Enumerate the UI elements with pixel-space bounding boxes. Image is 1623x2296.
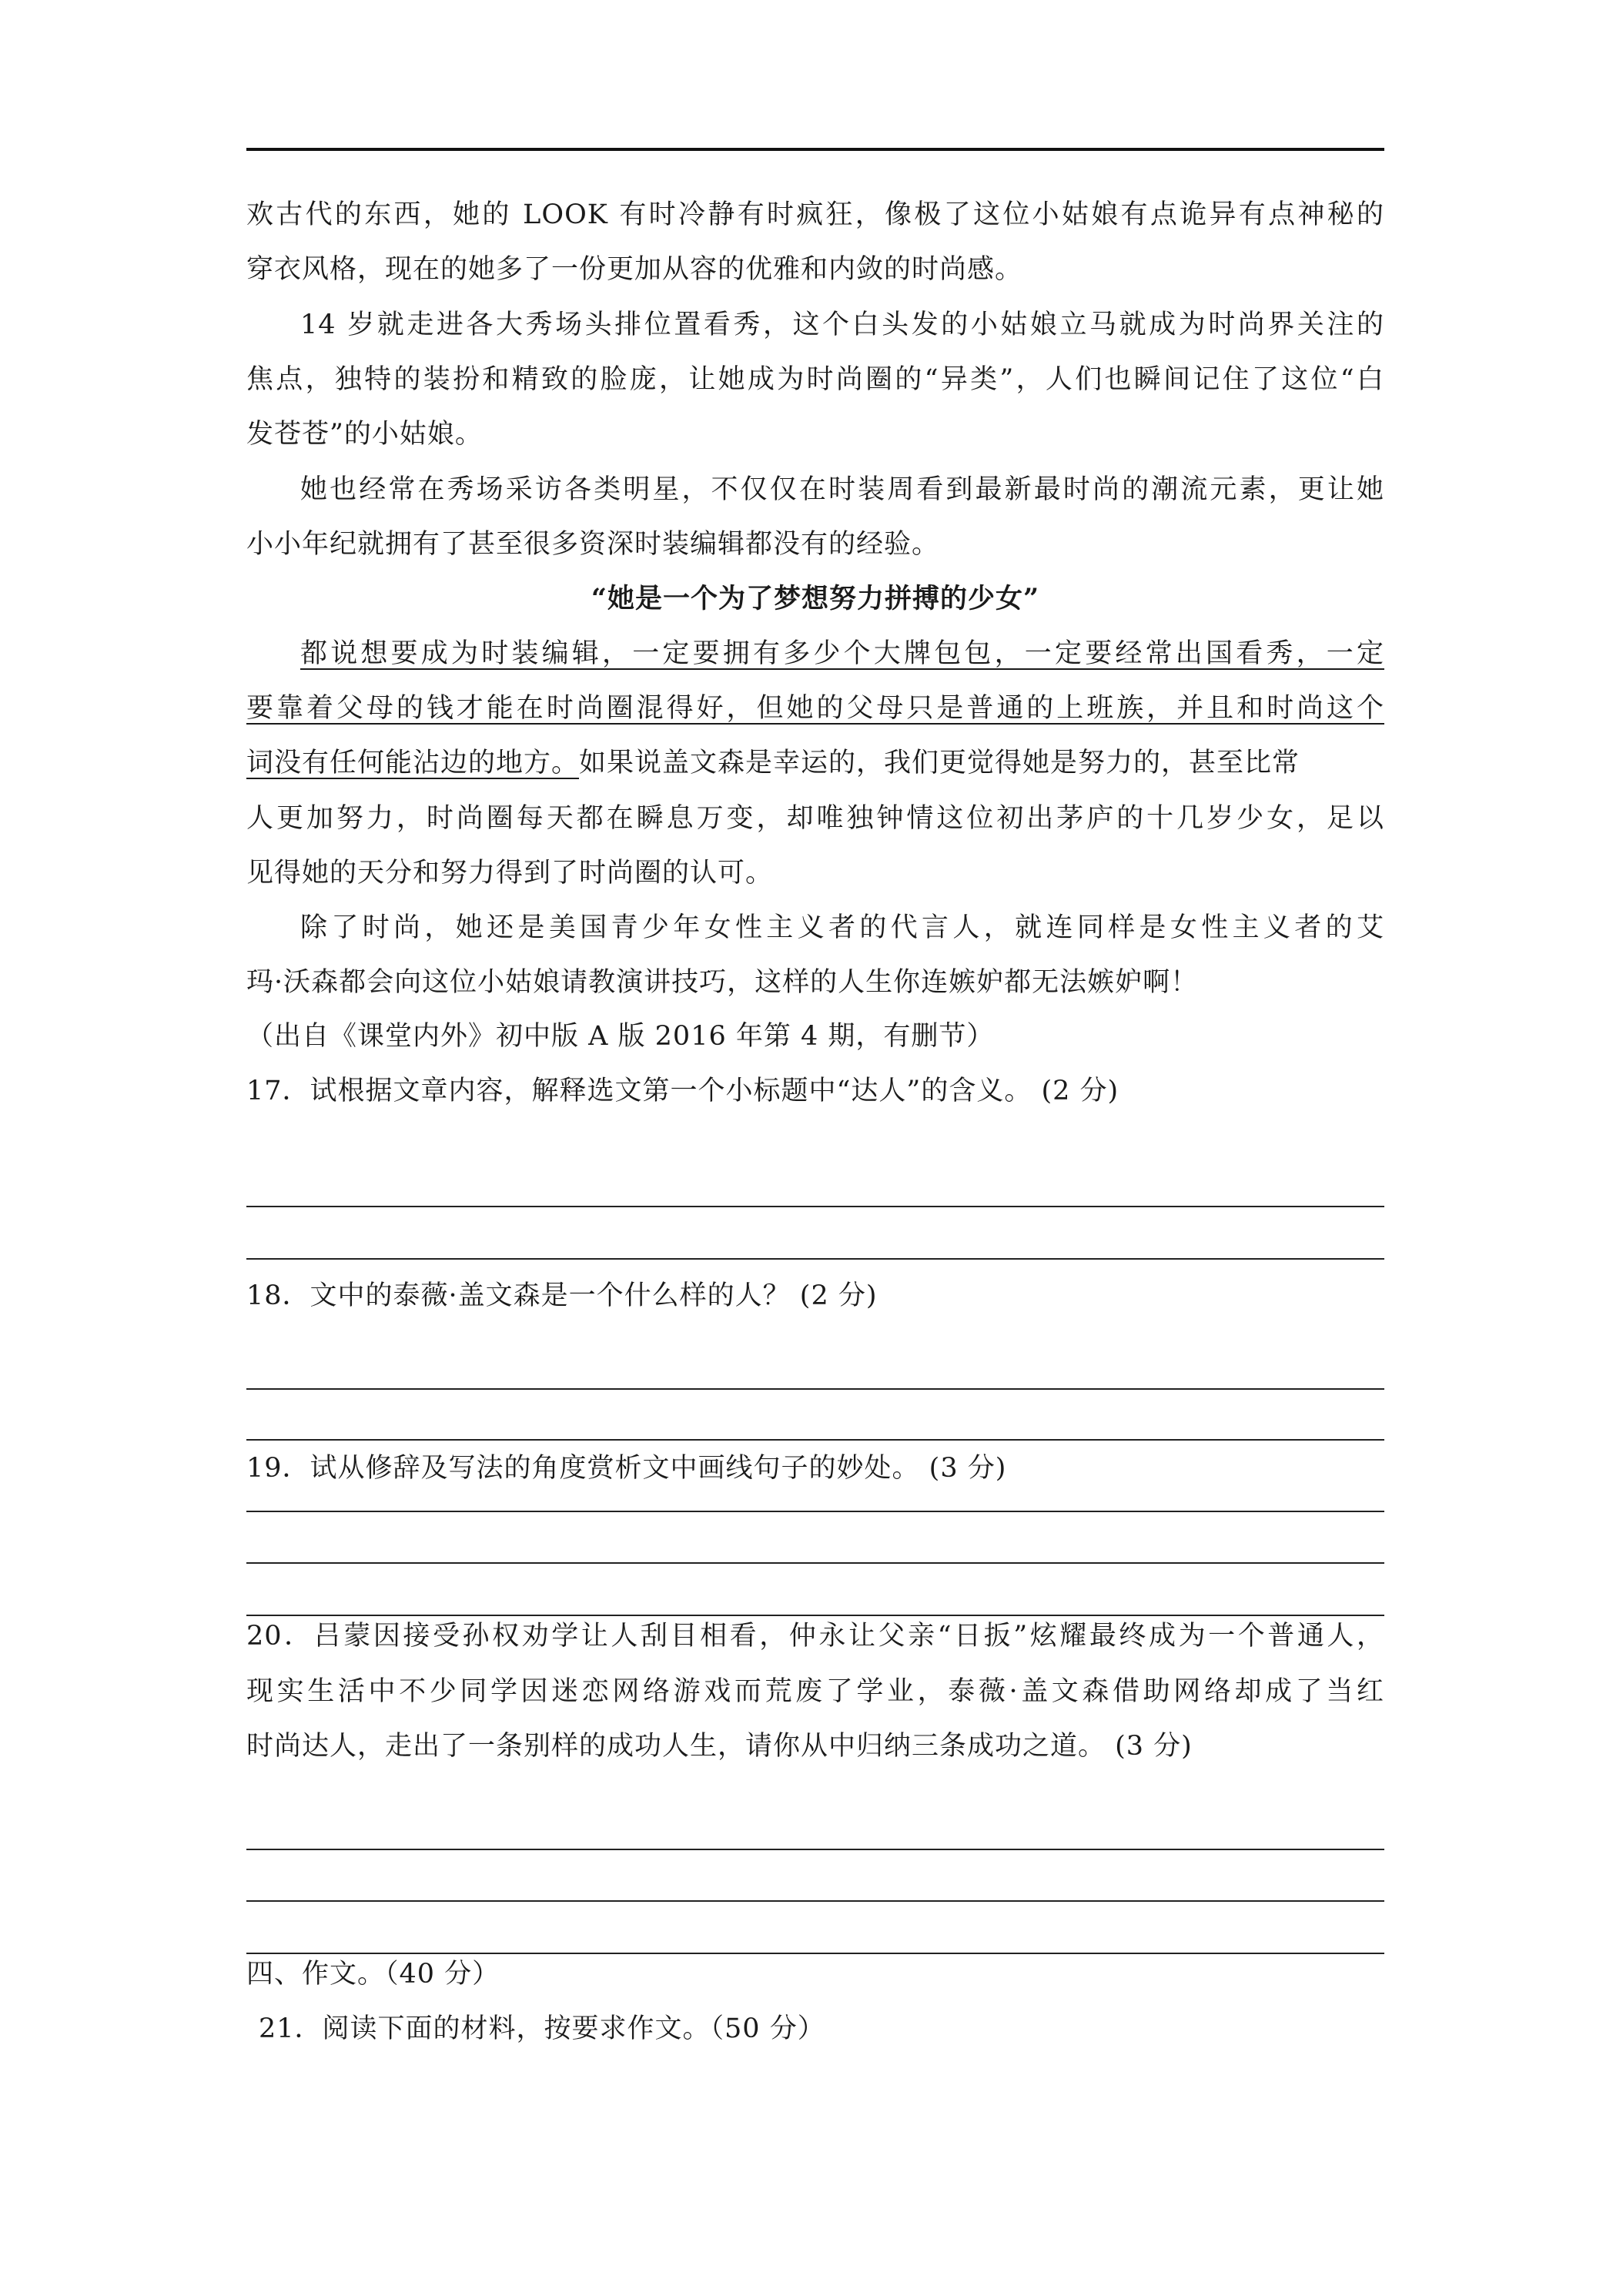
passage-line: 小小年纪就拥有了甚至很多资深时装编辑都没有的经验。 [246, 529, 940, 560]
passage-text: 如果说盖文森是幸运的，我们更觉得她是努力的，甚至比常 [579, 748, 1300, 778]
source-citation: （出自《课堂内外》初中版 A 版 2016 年第 4 期，有删节） [246, 1021, 995, 1052]
answer-line[interactable] [246, 1206, 1384, 1207]
underlined-sentence-line: 要靠着父母的钱才能在时尚圈混得好，但她的父母只是普通的上班族，并且和时尚这个 [246, 693, 1384, 724]
question-17: 17．试根据文章内容，解释选文第一个小标题中“达人”的含义。 (2 分) [246, 1076, 1119, 1106]
passage-line: 她也经常在秀场采访各类明星，不仅仅在时装周看到最新最时尚的潮流元素，更让她 [300, 474, 1384, 505]
answer-line[interactable] [246, 1562, 1384, 1564]
question-18: 18．文中的泰薇·盖文森是一个什么样的人？ (2 分) [246, 1280, 878, 1311]
underlined-sentence-line: 都说想要成为时装编辑，一定要拥有多少个大牌包包，一定要经常出国看秀，一定 [300, 638, 1384, 669]
passage-line: 见得她的天分和努力得到了时尚圈的认可。 [246, 858, 774, 889]
answer-line[interactable] [246, 1615, 1384, 1616]
passage-line: 焦点，独特的装扮和精致的脸庞，让她成为时尚圈的“异类”，人们也瞬间记住了这位“白 [246, 364, 1384, 395]
header-rule [246, 148, 1384, 151]
answer-line[interactable] [246, 1900, 1384, 1902]
answer-line[interactable] [246, 1953, 1384, 1954]
question-21: 21．阅读下面的材料，按要求作文。（50 分） [259, 2013, 825, 2044]
passage-line: 14 岁就走进各大秀场头排位置看秀，这个白头发的小姑娘立马就成为时尚界关注的 [300, 310, 1384, 340]
answer-line[interactable] [246, 1258, 1384, 1260]
answer-line[interactable] [246, 1511, 1384, 1512]
answer-line[interactable] [246, 1439, 1384, 1441]
passage-line [246, 746, 1384, 780]
answer-line[interactable] [246, 1849, 1384, 1850]
passage-line: 欢古代的东西，她的 LOOK 有时冷静有时疯狂，像极了这位小姑娘有点诡异有点神秘的 [246, 199, 1384, 230]
question-19: 19．试从修辞及写法的角度赏析文中画线句子的妙处。 (3 分) [246, 1453, 1007, 1484]
passage-line: 玛·沃森都会向这位小姑娘请教演讲技巧，这样的人生你连嫉妒都无法嫉妒啊！ [246, 967, 1199, 998]
question-20-line: 现实生活中不少同学因迷恋网络游戏而荒废了学业，泰薇·盖文森借助网络却成了当红 [246, 1676, 1384, 1707]
answer-line[interactable] [246, 1388, 1384, 1390]
question-20-line: 时尚达人，走出了一条别样的成功人生，请你从中归纳三条成功之道。 (3 分) [246, 1731, 1193, 1762]
underlined-sentence-end: 词没有任何能沾边的地方。 [246, 748, 580, 778]
passage-line: 除了时尚，她还是美国青少年女性主义者的代言人，就连同样是女性主义者的艾 [300, 912, 1384, 943]
section-subtitle: “她是一个为了梦想努力拼搏的少女” [591, 583, 1040, 614]
section-heading: 四、作文。（40 分） [246, 1959, 500, 1990]
passage-line: 穿衣风格，现在的她多了一份更加从容的优雅和内敛的时尚感。 [246, 254, 1023, 285]
passage-line: 发苍苍”的小姑娘。 [246, 419, 483, 450]
question-20-line: 20．吕蒙因接受孙权劝学让人刮目相看，仲永让父亲“日扳”炫耀最终成为一个普通人， [246, 1621, 1384, 1652]
passage-line: 人更加努力，时尚圈每天都在瞬息万变，却唯独钟情这位初出茅庐的十几岁少女，足以 [246, 803, 1384, 834]
